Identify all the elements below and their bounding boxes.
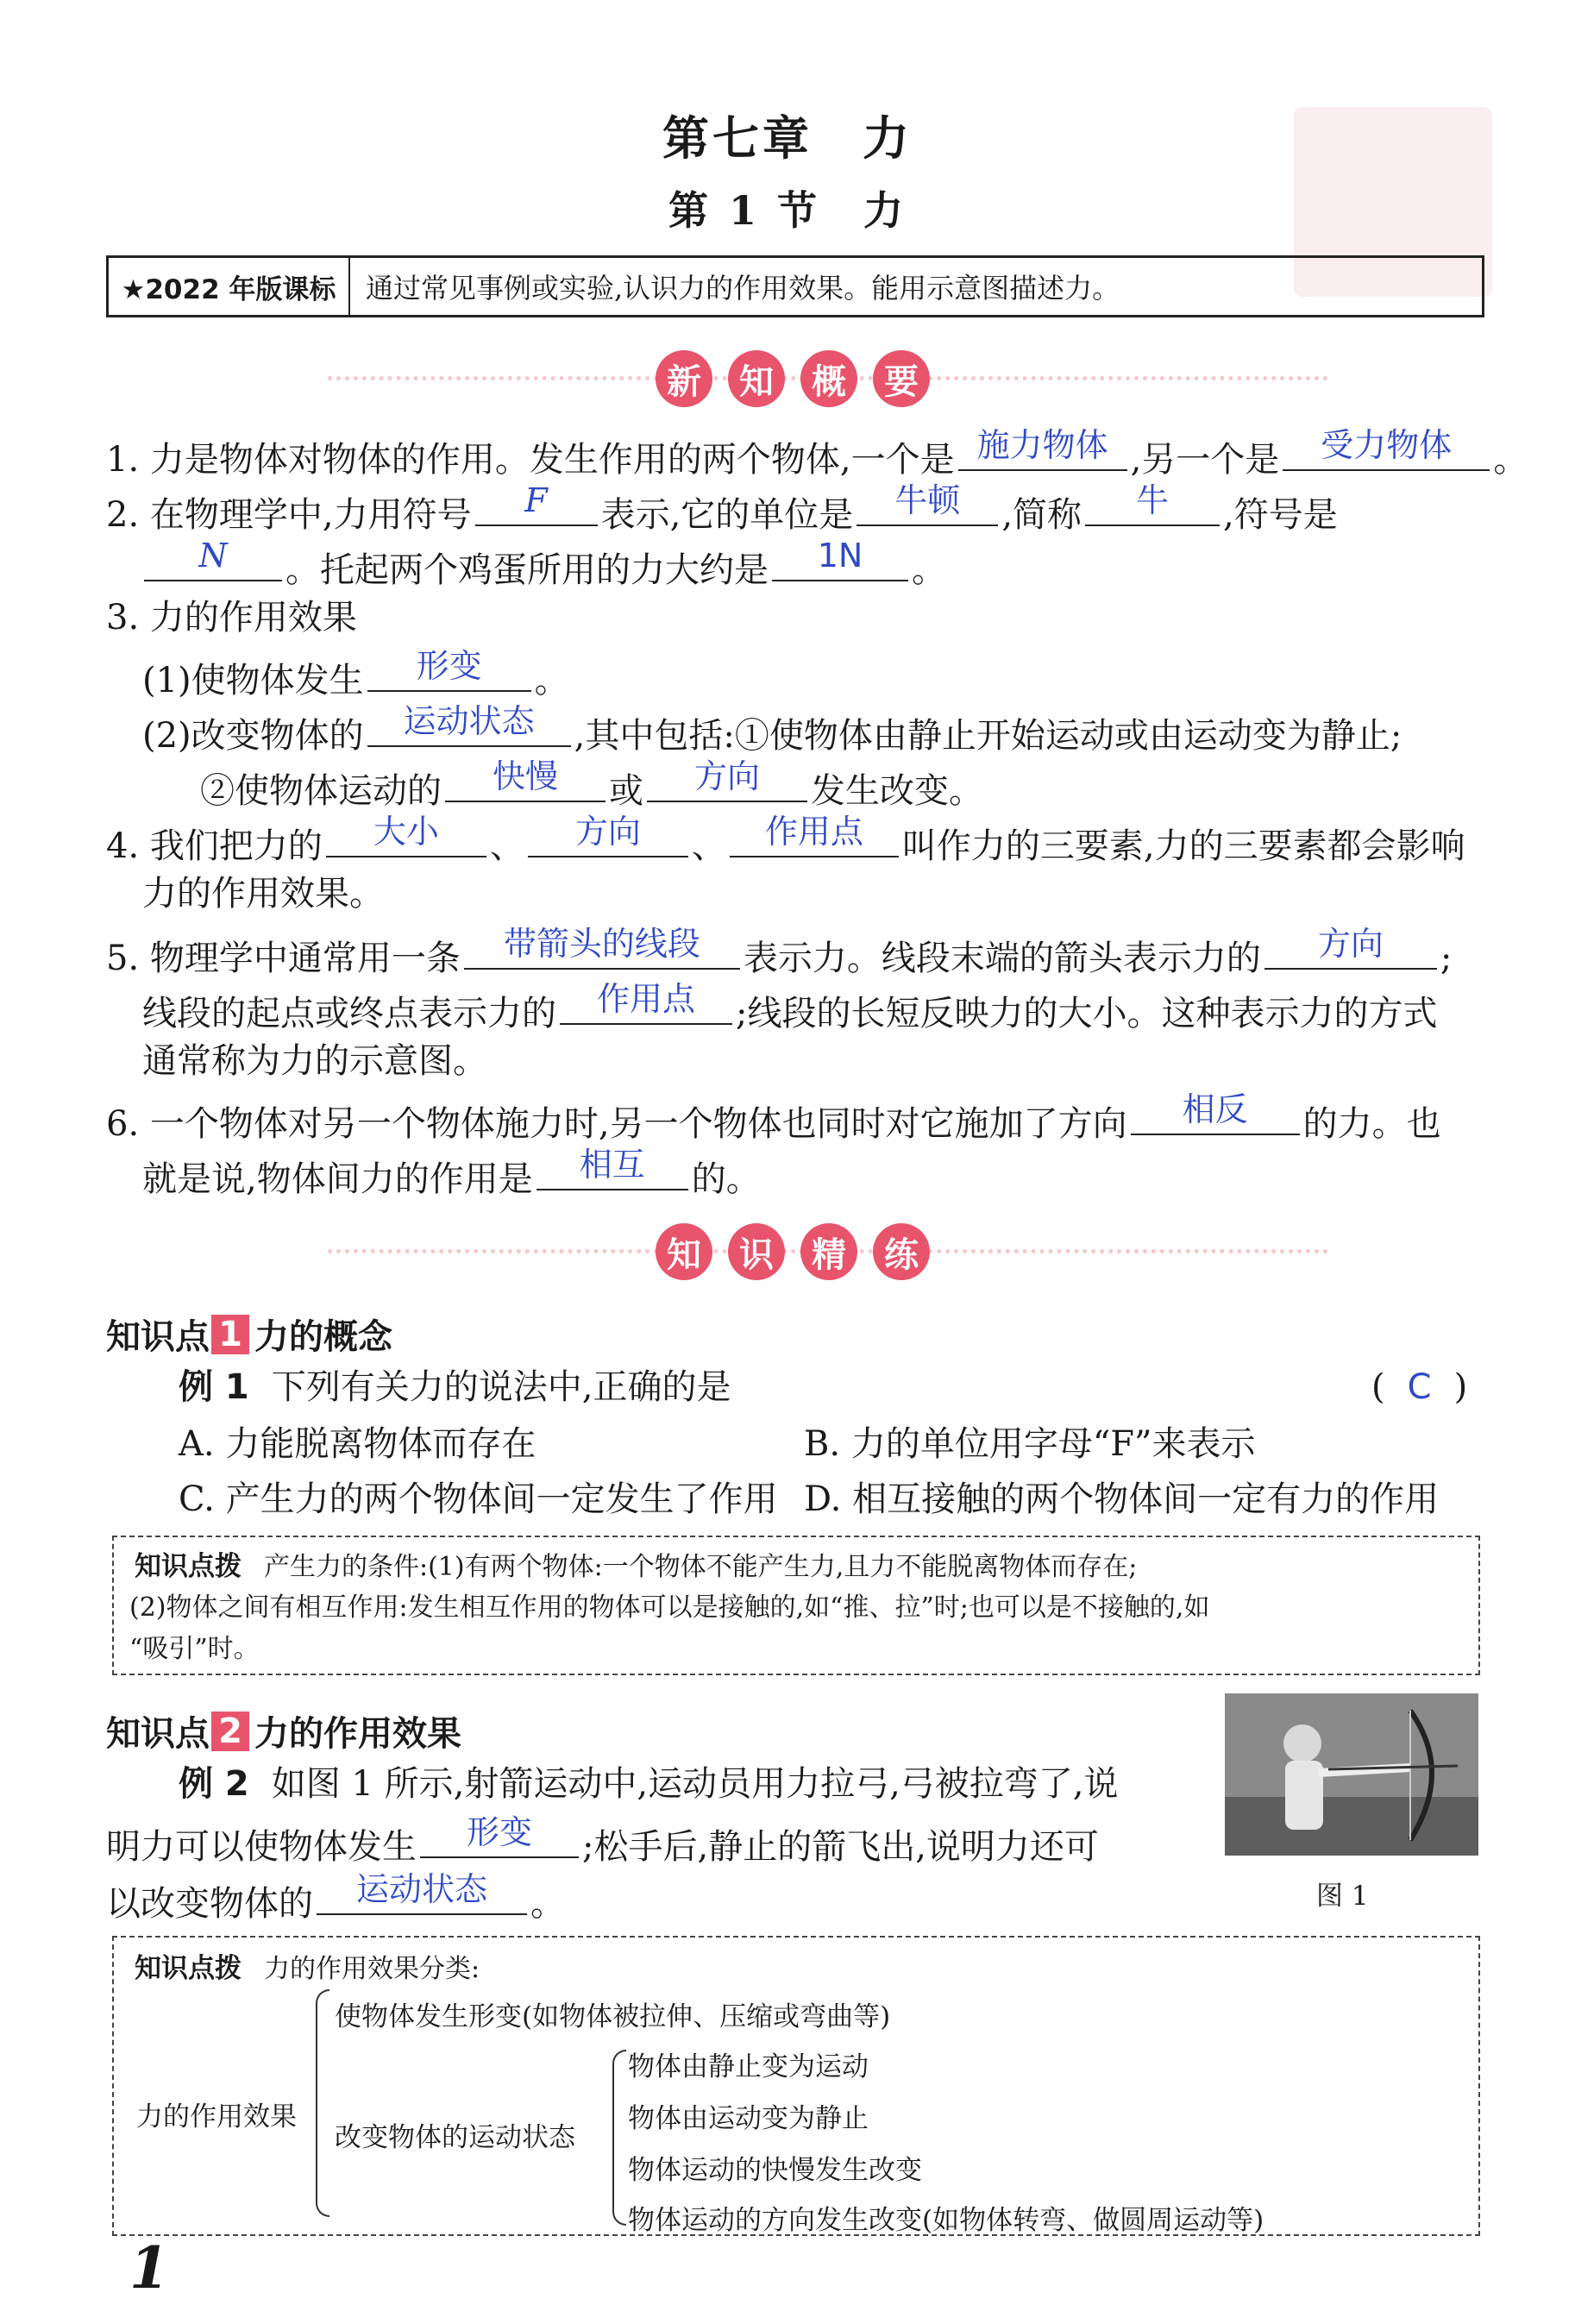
tree-root: 力的作用效果: [136, 2101, 297, 2132]
example-2-line-2: 明力可以使物体发生 形变 ;松手后,静止的箭飞出,说明力还可: [106, 1813, 1099, 1867]
tree-branch: 使物体发生形变(如物体被拉伸、压缩或弯曲等): [335, 2001, 891, 2032]
archery-photo: [1225, 1693, 1478, 1856]
answer-blank[interactable]: 方向: [647, 756, 807, 802]
banner-char: 概: [800, 350, 857, 407]
question-4: 4. 我们把力的 大小 、 方向 、 作用点 叫作力的三要素,力的三要素都会影响: [106, 813, 1465, 866]
answer-blank[interactable]: 形变: [367, 645, 531, 692]
question-3: 3. 力的作用效果: [106, 598, 357, 638]
tip-line: “吸引”时。: [129, 1634, 260, 1664]
option-b[interactable]: B. 力的单位用字母“F”来表示: [804, 1424, 1256, 1464]
banner-char: 知: [656, 1223, 712, 1280]
option-d[interactable]: D. 相互接触的两个物体间一定有力的作用: [804, 1479, 1440, 1519]
question-5: 5. 物理学中通常用一条 带箭头的线段 表示力。线段末端的箭头表示力的 方向 ;: [106, 925, 1453, 978]
answer-blank[interactable]: 运动状态: [317, 1869, 527, 1915]
banner-char: 知: [728, 350, 785, 407]
page-number: 1: [129, 2234, 169, 2302]
option-a[interactable]: A. 力能脱离物体而存在: [179, 1424, 537, 1464]
knowledge-point-badge: 2: [211, 1712, 249, 1751]
question-1: 1. 力是物体对物体的作用。发生作用的两个物体,一个是 施力物体 ,另一个是 受力物体 。: [106, 426, 1528, 480]
archer-figure-image: [1225, 1693, 1478, 1856]
standard-label: ★2022 年版课标: [109, 258, 350, 315]
answer-blank[interactable]: 1N: [772, 535, 908, 581]
knowledge-tip-box-1: 知识点拨 产生力的条件:(1)有两个物体:一个物体不能产生力,且力不能脱离物体而存在; (2)物体之间有相互作用:发生相互作用的物体可以是接触的,如“推、拉”时;也可以是不接触的,如 “吸引”时。: [112, 1536, 1480, 1675]
answer-blank[interactable]: 相反: [1131, 1089, 1300, 1135]
example-1-answer-bracket: ( C ): [1371, 1360, 1467, 1415]
answer-blank[interactable]: 带箭头的线段: [464, 923, 740, 970]
tree-leaf: 物体由静止变为运动: [628, 2051, 869, 2082]
answer-blank[interactable]: 方向: [528, 811, 688, 857]
knowledge-point-2-heading: 知识点 2 力的作用效果: [106, 1711, 461, 1754]
question-6: 6. 一个物体对另一个物体施力时,另一个物体也同时对它施加了方向 相反 的力。也: [106, 1090, 1441, 1144]
banner-char: 要: [873, 350, 930, 407]
question-2: 2. 在物理学中,力用符号 F 表示,它的单位是 牛顿 ,简称 牛 ,符号是: [106, 481, 1338, 535]
answer-blank[interactable]: 形变: [420, 1812, 579, 1858]
question-4-cont: 力的作用效果。: [142, 874, 384, 914]
section-banner-practice: [656, 1223, 930, 1280]
tree-branch: 改变物体的运动状态: [335, 2122, 575, 2153]
answer-blank[interactable]: 作用点: [730, 811, 899, 857]
banner-char: 新: [656, 350, 712, 407]
question-3-part-2: (2)改变物体的 运动状态 ,其中包括:①使物体由静止开始运动或由运动变为静止;: [142, 702, 1402, 756]
question-5-cont: 线段的起点或终点表示力的 作用点 ;线段的长短反映力的大小。这种表示力的方式: [142, 980, 1438, 1033]
section-title: 第 1 节 力: [668, 187, 907, 234]
question-5-cont-2: 通常称为力的示意图。: [142, 1041, 487, 1081]
tip-line: (2)物体之间有相互作用:发生相互作用的物体可以是接触的,如“推、拉”时;也可以是不接触的,如: [129, 1592, 1210, 1623]
answer-blank[interactable]: 作用点: [560, 978, 732, 1025]
answer-blank[interactable]: F: [475, 480, 598, 526]
question-2-cont: N 。托起两个鸡蛋所用的力大约是 1N 。: [106, 535, 946, 598]
section-banner-overview: [656, 350, 930, 407]
answer-blank[interactable]: 相互: [537, 1144, 688, 1190]
banner-char: 练: [873, 1223, 930, 1280]
example-2-line-3: 以改变物体的 运动状态 。: [106, 1870, 565, 1924]
standard-text: 通过常见事例或实验,认识力的作用效果。能用示意图描述力。: [366, 272, 1120, 305]
tree-brace: [612, 2050, 626, 2226]
knowledge-point-badge: 1: [211, 1315, 249, 1354]
question-6-cont: 就是说,物体间力的作用是 相互 的。: [142, 1146, 761, 1199]
knowledge-point-1-heading: 知识点 1 力的概念: [106, 1314, 392, 1357]
answer-blank[interactable]: N: [144, 535, 282, 581]
option-c[interactable]: C. 产生力的两个物体间一定发生了作用: [179, 1479, 778, 1519]
chapter-title: 第七章 力: [662, 110, 913, 166]
answer-blank[interactable]: 施力物体: [958, 424, 1127, 471]
answer-blank[interactable]: 大小: [326, 811, 486, 857]
banner-char: 识: [728, 1223, 785, 1280]
tree-leaf: 物体由运动变为静止: [628, 2103, 869, 2134]
tree-leaf: 物体运动的快慢发生改变: [628, 2155, 922, 2186]
example-2-line-1: 例 2 如图 1 所示,射箭运动中,运动员用力拉弓,弓被拉弯了,说: [179, 1764, 1119, 1804]
question-3-part-1: (1)使物体发生 形变 。: [142, 647, 569, 700]
figure-caption: 图 1: [1316, 1881, 1369, 1912]
answer-blank[interactable]: 牛顿: [857, 480, 998, 526]
answer-blank[interactable]: 快慢: [445, 756, 606, 802]
tip-heading: 知识点拨: [135, 1953, 242, 1984]
curriculum-standard-box: [106, 255, 1484, 317]
answer-blank[interactable]: 牛: [1085, 480, 1220, 526]
answer-blank[interactable]: 运动状态: [367, 700, 571, 747]
tree-leaf: 物体运动的方向发生改变(如物体转弯、做圆周运动等): [628, 2205, 1264, 2236]
question-3-part-2-cont: ②使物体运动的 快慢 或 方向 发生改变。: [200, 757, 983, 811]
knowledge-tip-box-2: 知识点拨 力的作用效果分类: 力的作用效果 使物体发生形变(如物体被拉伸、压缩或弯曲等) 改变物体的运动状态 物体由静止变为运动 物体由运动变为静止 物体运动的快慢发生改变 物体运动的方向发生改变(如物体转弯、做圆周运动等): [112, 1936, 1480, 2236]
banner-char: 精: [800, 1223, 857, 1280]
example-1-answer[interactable]: C: [1407, 1367, 1432, 1407]
tip-heading: 知识点拨: [135, 1551, 242, 1582]
answer-blank[interactable]: 方向: [1264, 923, 1437, 970]
example-1-stem: 例 1 下列有关力的说法中,正确的是: [179, 1367, 731, 1407]
answer-blank[interactable]: 受力物体: [1283, 424, 1490, 471]
tree-brace: [316, 1989, 329, 2217]
